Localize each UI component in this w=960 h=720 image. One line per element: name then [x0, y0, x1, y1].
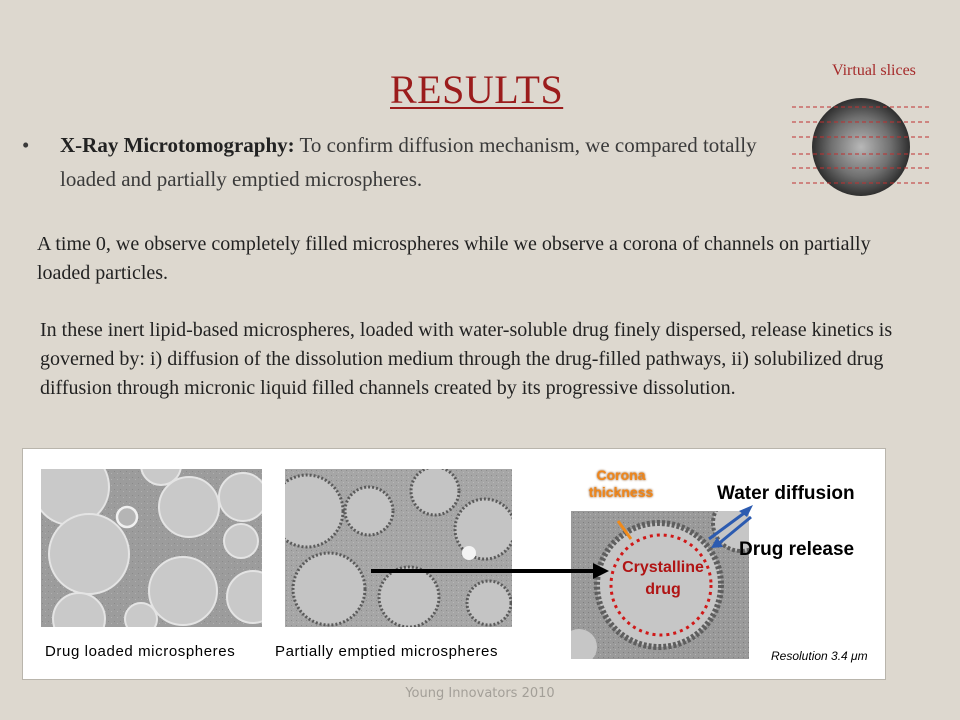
drug-loaded-micrograph [41, 469, 262, 627]
caption-drug-loaded: Drug loaded microspheres [45, 643, 236, 660]
caption-partially-emptied: Partially emptied microspheres [275, 643, 499, 660]
microtomography-figure [22, 448, 886, 680]
partially-emptied-micrograph [285, 469, 512, 627]
crystalline-drug-label [603, 557, 723, 601]
corona-label-line2: thickness [588, 484, 654, 500]
footer-text: Young Innovators 2010 [405, 686, 555, 701]
connector-arrow [371, 561, 611, 581]
virtual-slices-sphere-illustration [790, 96, 932, 198]
paragraph-release-kinetics: In these inert lipid-based microspheres, loaded with water-soluble drug finely dispersed, release kinetics is governed by: i) diffusion of the dissolution medium through the drug-filled pathways, ii) solubilized drug diffusion through micronic liquid filled channels created by its progressive dissolution. [40, 319, 893, 399]
bullet-body: To confirm diffusion mechanism, we compared totally loaded and partially emptied microspheres. [60, 133, 757, 191]
corona-thickness-label [571, 467, 671, 501]
corona-thickness-marker [615, 519, 635, 541]
water-diffusion-label: Water diffusion [717, 483, 855, 504]
bullet-point [22, 128, 772, 196]
bullet-dot: • [22, 133, 30, 157]
corona-label-line1: Corona [596, 467, 646, 483]
crystalline-line2: drug [645, 581, 681, 598]
paragraph-corona-observation: A time 0, we observe completely filled microspheres while we observe a corona of channels on partially loaded particles. [37, 233, 871, 284]
bullet-text [60, 128, 772, 196]
crystalline-line1: Crystalline [622, 559, 704, 576]
bullet-heading: X-Ray Microtomography: [60, 133, 295, 157]
drug-release-label: Drug release [739, 539, 855, 560]
slide-title: RESULTS [390, 67, 564, 112]
virtual-slices-label: Virtual slices [832, 62, 916, 79]
resolution-label: Resolution 3.4 μm [771, 649, 868, 663]
